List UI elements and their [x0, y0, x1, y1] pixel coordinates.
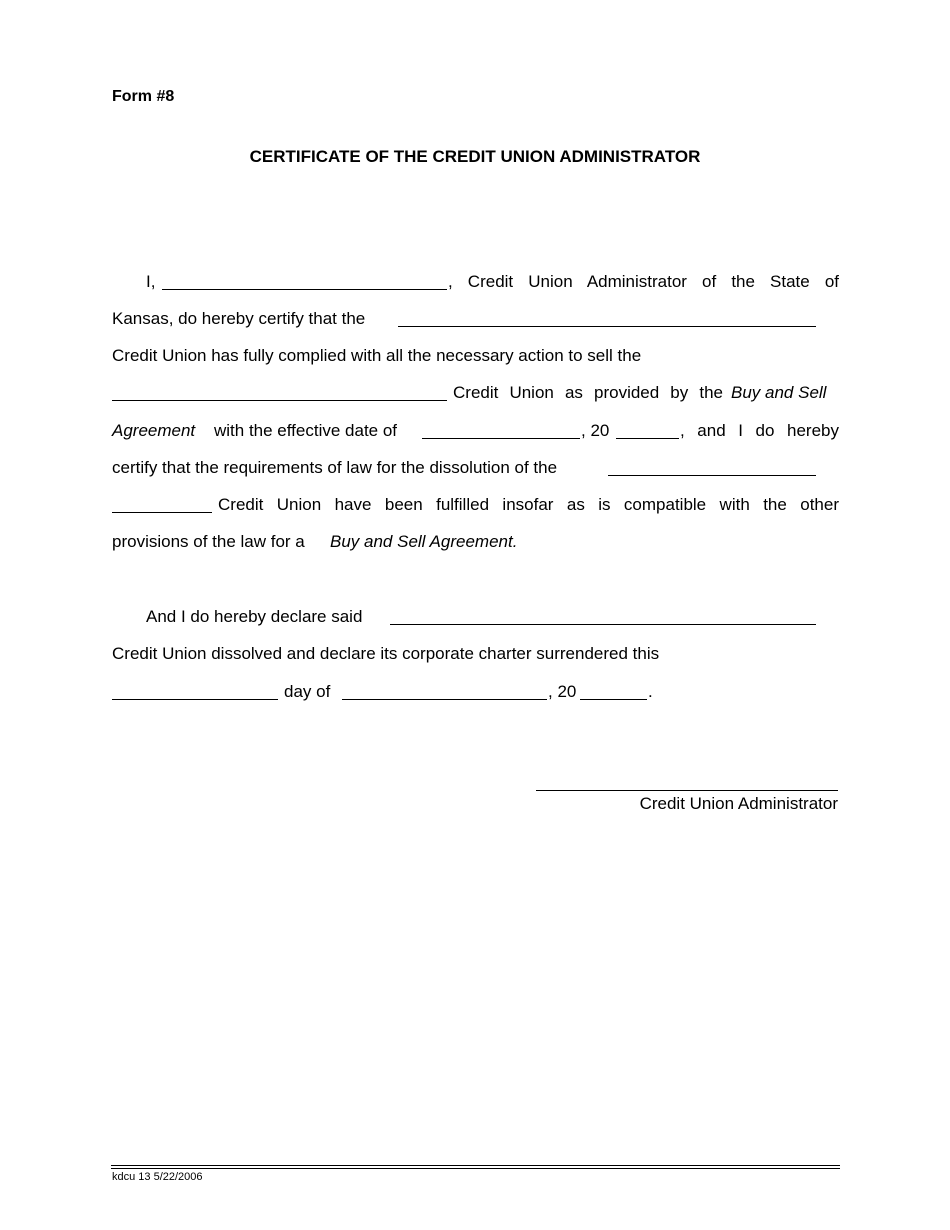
text-comma-20: , 20 — [581, 421, 610, 440]
text-provisions: provisions of the law for a — [112, 532, 305, 551]
dissolved-credit-union-blank-cont[interactable] — [112, 512, 212, 513]
footer-rule-bottom — [111, 1168, 840, 1169]
dissolved-credit-union-blank[interactable] — [608, 475, 816, 476]
text-declare-said: And I do hereby declare said — [146, 607, 363, 626]
text-buy-sell-agreement: Buy and Sell Agreement. — [330, 532, 518, 551]
form-number: Form #8 — [112, 88, 175, 105]
year-blank[interactable] — [580, 699, 647, 700]
para1-line7 — [112, 495, 839, 517]
text-day-of: day of — [284, 682, 331, 701]
month-blank[interactable] — [342, 699, 547, 700]
declared-credit-union-blank[interactable] — [390, 624, 816, 625]
para2-line3 — [112, 682, 839, 704]
text-admin-of-state: , Credit Union Administrator of the State of — [448, 272, 839, 291]
effective-date-blank[interactable] — [422, 438, 580, 439]
text-fully-complied: Credit Union has fully complied with all the necessary action to sell the — [112, 346, 642, 365]
footer-rule-top — [111, 1165, 840, 1166]
administrator-name-blank[interactable] — [162, 289, 447, 290]
effective-year-blank[interactable] — [616, 438, 679, 439]
para1-line5 — [112, 421, 839, 443]
text-requirements-of-law: certify that the requirements of law for the dissolution of the — [112, 458, 558, 477]
text-agreement: Agreement — [112, 421, 196, 440]
text-buy-and-sell: Buy and Sell — [731, 383, 827, 402]
footer-code: kdcu 13 5/22/2006 — [112, 1171, 203, 1183]
text-period: . — [648, 682, 653, 701]
text-and-i-hereby: , and I do hereby — [680, 421, 839, 440]
para1-line4 — [112, 383, 839, 405]
text-have-been-fulfilled: Credit Union have been fulfilled insofar as is compatible with the other — [218, 495, 839, 514]
para1-line1 — [112, 272, 839, 294]
page-title: CERTIFICATE OF THE CREDIT UNION ADMINISTRATOR — [249, 147, 701, 166]
day-blank[interactable] — [112, 699, 278, 700]
signature-caption: Credit Union Administrator — [639, 794, 838, 813]
text-i: I, — [146, 272, 156, 291]
text-dissolved-charter: Credit Union dissolved and declare its corporate charter surrendered this — [112, 644, 660, 663]
para1-line8 — [112, 532, 839, 554]
para1-line2 — [112, 309, 839, 331]
sold-credit-union-blank[interactable] — [112, 400, 447, 401]
text-effective-date: with the effective date of — [214, 421, 398, 440]
signature-line[interactable] — [536, 790, 838, 791]
para2-line2 — [112, 644, 839, 666]
para2-line1 — [112, 607, 839, 629]
text-kansas-certify: Kansas, do hereby certify that the — [112, 309, 366, 328]
selling-credit-union-blank[interactable] — [398, 326, 816, 327]
para1-line3 — [112, 346, 839, 368]
text-comma-20-b: , 20 — [548, 682, 577, 701]
text-as-provided: Credit Union as provided by the — [453, 383, 723, 402]
para1-line6 — [112, 458, 839, 480]
